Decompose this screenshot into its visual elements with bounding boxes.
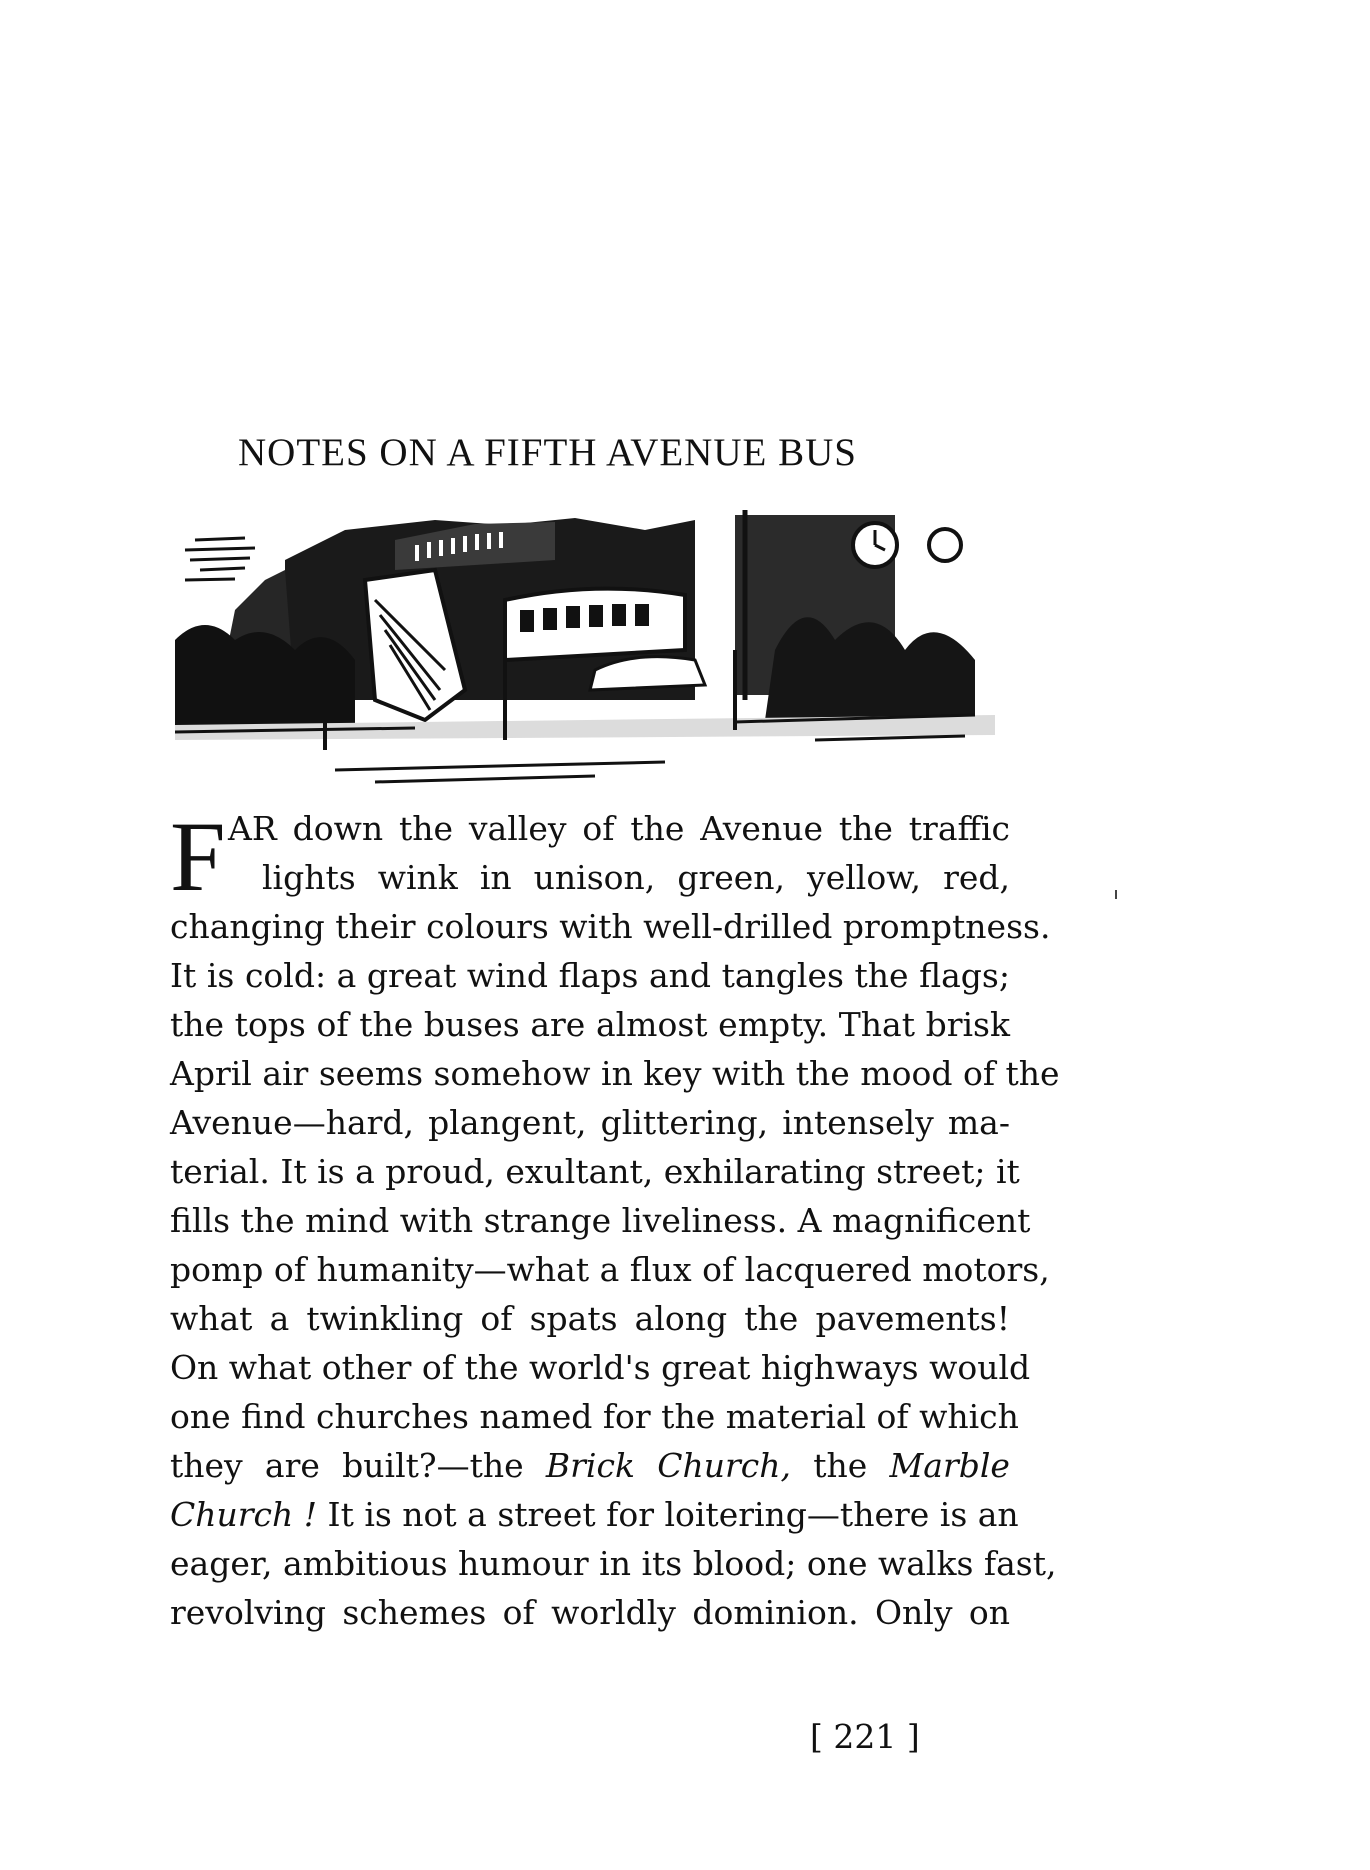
text-line: pomp of humanity—what a flux of lacquered motors, <box>170 1250 1050 1289</box>
italic-brick-church: Brick Church, <box>545 1446 791 1485</box>
body-text <box>170 801 1060 1637</box>
text-line: Avenue—hard, plangent, glittering, intensely ma- <box>170 1103 1010 1142</box>
chapter-title: NOTES ON A FIFTH AVENUE BUS <box>238 431 857 474</box>
street-scene-illustration <box>175 500 995 790</box>
text-line: one find churches named for the material of which <box>170 1397 1019 1436</box>
text-line: lights wink in unison, green, yellow, red, <box>262 858 1010 897</box>
text-fragment: the <box>813 1446 868 1485</box>
text-line <box>170 1441 1010 1490</box>
text-fragment: It is not a street for loitering—there is an <box>327 1495 1019 1534</box>
first-word-rest: AR <box>228 809 277 848</box>
page-number: [ 221 ] <box>810 1717 920 1756</box>
text-fragment: they are built?—the <box>170 1446 524 1485</box>
text-line: It is cold: a great wind flaps and tangles the flags; <box>170 956 1010 995</box>
text-line: fills the mind with strange liveliness. A magnificent <box>170 1201 1031 1240</box>
text-line: what a twinkling of spats along the pavements! <box>170 1299 1010 1338</box>
text-line: changing their colours with well-drilled promptness. <box>170 907 1051 946</box>
italic-marble: Marble <box>889 1446 1010 1485</box>
text-line <box>170 1490 1019 1539</box>
scan-speck <box>1115 890 1117 899</box>
text-line: On what other of the world's great highways would <box>170 1348 1031 1387</box>
text-line-fragment: down the valley of the Avenue the traffic <box>276 809 1010 848</box>
text-line: April air seems somehow in key with the mood of the <box>170 1054 1060 1093</box>
text-line: eager, ambitious humour in its blood; one walks fast, <box>170 1544 1057 1583</box>
text-line: terial. It is a proud, exultant, exhilarating street; it <box>170 1152 1020 1191</box>
text-line: the tops of the buses are almost empty. That brisk <box>170 1005 1010 1044</box>
drop-cap: F <box>170 801 226 912</box>
italic-church: Church ! <box>170 1495 318 1534</box>
text-line: revolving schemes of worldly dominion. Only on <box>170 1593 1010 1632</box>
